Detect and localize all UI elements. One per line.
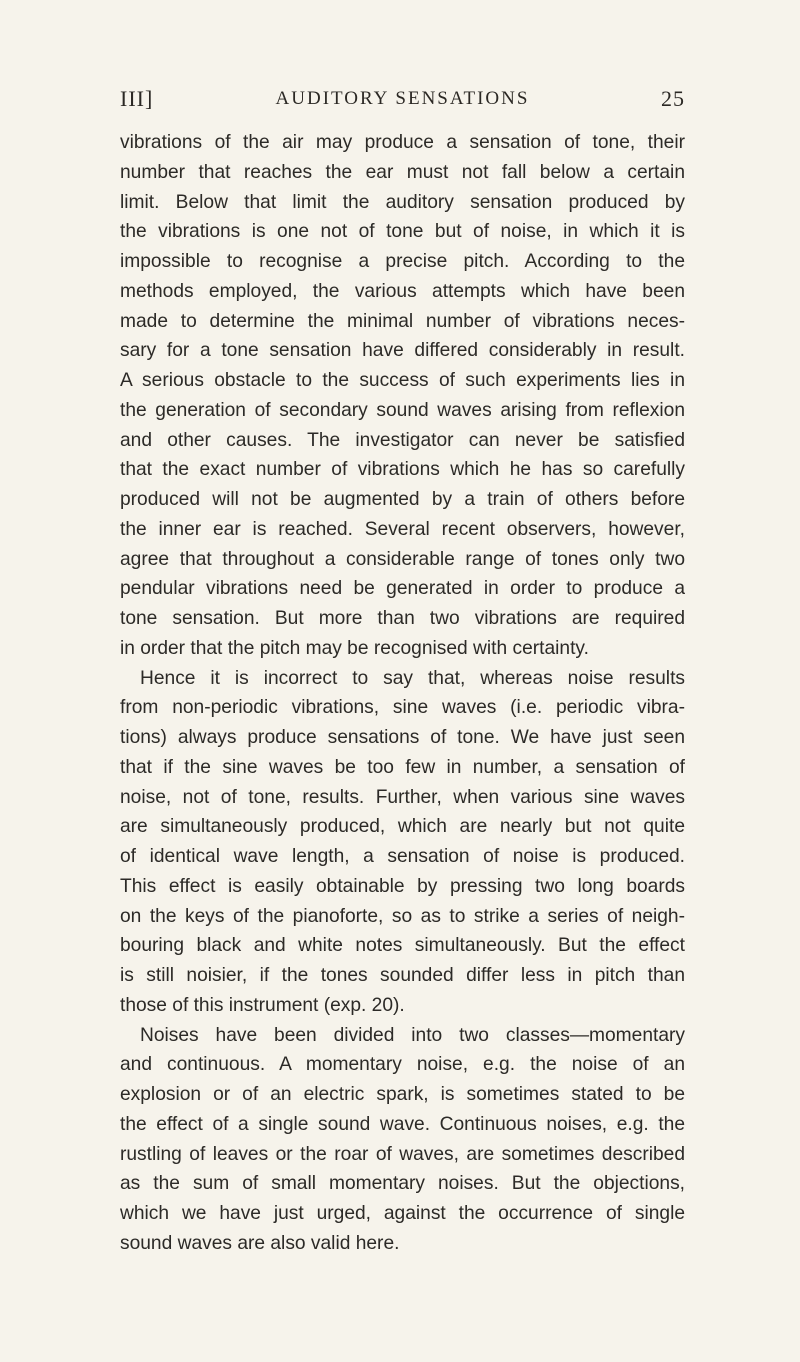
text-line: rustling of leaves or the roar of waves, are sometimes described [120,1143,685,1165]
text-line: pendular vibrations need be generated in order to produce a [120,578,685,600]
text-line: tions) always produce sensations of tone. We have just seen [120,727,685,748]
text-line: and other causes. The investigator can never be satisfied [120,429,685,451]
text-line: the vibrations is one not of tone but of noise, in which it is [120,221,685,243]
paragraph [120,1021,685,1259]
page-header [120,86,685,118]
text-line: noise, not of tone, results. Further, when various sine waves [120,786,685,808]
text-line: as the sum of small momentary noises. But the objections, [120,1173,685,1195]
text-line: vibrations of the air may produce a sensation of tone, their [120,132,685,153]
text-line: that if the sine waves be too few in number, a sensation of [120,756,685,778]
text-line: that the exact number of vibrations which he has so carefully [120,459,685,481]
text-line: is still noisier, if the tones sounded differ less in pitch than [120,965,685,986]
text-line: impossible to recognise a precise pitch. According to the [120,251,685,272]
text-line: the generation of secondary sound waves arising from reflexion [120,399,685,421]
text-line: Noises have been divided into two classes—momentary [140,1024,685,1046]
text-line: explosion or of an electric spark, is sometimes stated to be [120,1084,685,1105]
text-line: those of this instrument (exp. 20). [120,994,405,1016]
paragraph [120,128,685,664]
text-line: which we have just urged, against the occurrence of single [120,1203,685,1224]
text-line: produced will not be augmented by a train of others before [120,489,685,510]
text-line: on the keys of the pianoforte, so as to strike a series of neigh- [120,905,685,927]
text-line: methods employed, the various attempts which have been [120,280,685,302]
text-line: sary for a tone sensation have differed considerably in result. [120,340,685,362]
text-line: number that reaches the ear must not fall below a certain [120,161,685,183]
text-line: limit. Below that limit the auditory sensation produced by [120,191,685,213]
paragraph [120,664,685,1021]
text-line: sound waves are also valid here. [120,1232,400,1254]
text-line: of identical wave length, a sensation of noise is produced. [120,846,685,867]
text-line: are simultaneously produced, which are nearly but not quite [120,816,685,838]
text-line: bouring black and white notes simultaneously. But the effect [120,935,685,957]
chapter-number: III] [120,86,154,111]
text-line: and continuous. A momentary noise, e.g. the noise of an [120,1054,685,1076]
text-line: the effect of a single sound wave. Continuous noises, e.g. the [120,1113,685,1135]
text-line: in order that the pitch may be recognised with certainty. [120,637,589,659]
text-line: Hence it is incorrect to say that, whereas noise results [140,667,685,689]
text-line: made to determine the minimal number of vibrations neces- [120,310,685,332]
text-line: A serious obstacle to the success of such experiments lies in [120,370,685,391]
running-title: AUDITORY SENSATIONS [275,88,530,109]
text-line: tone sensation. But more than two vibrations are required [120,608,685,629]
text-line: the inner ear is reached. Several recent observers, however, [120,518,685,540]
text-line: from non-periodic vibrations, sine waves (i.e. periodic vibra- [120,697,685,719]
text-line: This effect is easily obtainable by pressing two long boards [120,875,685,897]
page-number: 25 [661,86,685,111]
body-text [120,128,685,1259]
text-line: agree that throughout a considerable range of tones only two [120,548,685,570]
